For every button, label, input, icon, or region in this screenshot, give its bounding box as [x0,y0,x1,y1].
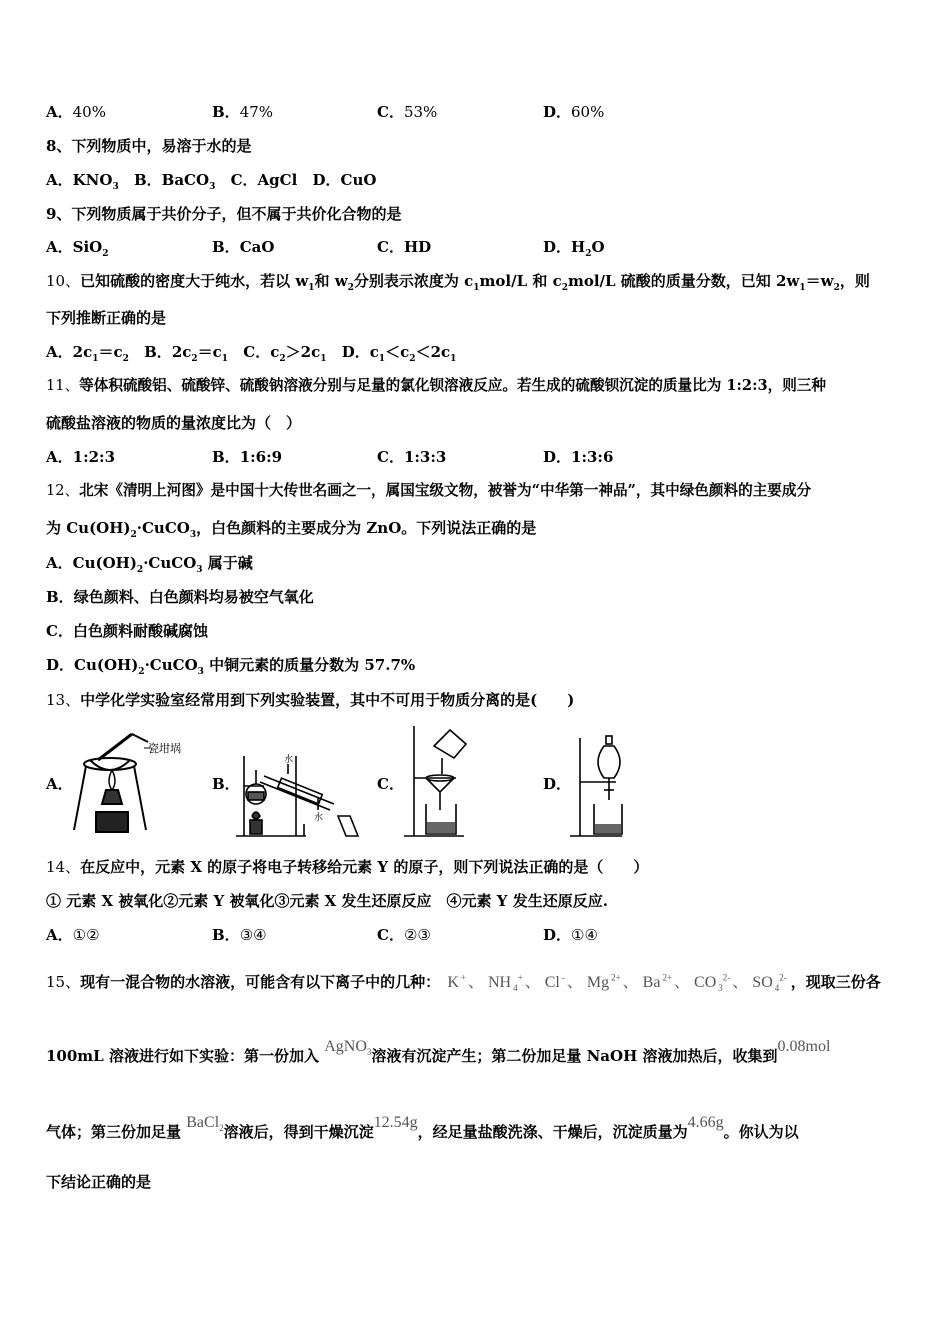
q10-stem-line2: 下列推断正确的是 [46,309,167,327]
apparatus-evaporation-figure [68,730,188,838]
q13-option-d: D． [543,775,572,793]
water-label-out: 水 [314,813,324,823]
q11-stem-line1: 11、等体积硫酸铝、硫酸锌、硫酸钠溶液分别与足量的氯化钡溶液反应。若生成的硫酸钡沉淀的质量比为 1:2:3，则三种 [46,377,826,394]
q8-stem: 8、下列物质中，易溶于水的是 [46,137,252,155]
q11-stem-line2: 硫酸盐溶液的物质的量浓度比为（ ） [46,414,302,432]
q15-stem-line4: 下结论正确的是 [46,1173,152,1191]
apparatus-distillation-figure [234,752,362,840]
q12-stem-line1: 12、北宋《清明上河图》是中国十大传世名画之一，属国宝级文物，被誉为“中华第一神品”，其中绿色颜料的主要成分 [46,482,812,499]
apparatus-filtration-figure [400,722,472,840]
q14-option-a: A．①② [46,926,100,944]
apparatus-separatory-funnel-figure [566,734,630,840]
q13-option-a: A． [46,775,73,793]
q9-stem: 9、下列物质属于共价分子，但不属于共价化合物的是 [46,205,402,223]
q8-options: A．$KNO_3$ B．BaCO$_3$ C．AgCl D．CuO [46,171,377,192]
q15-stem-line1: 15、现有一混合物的水溶液，可能含有以下离子中的几种： K + 、 NH $_4$+ 、 Cl - 、 Mg $^{2+}$ 、 Ba $^{2+}$ 、 CO $_3^{2-}$ 、 SO $_4^{2-}$ ，现取三份各 [46,972,881,994]
q11-option-a: A．1:2:3 [46,448,116,466]
q7-option-d: D．60% [543,103,605,121]
q11-option-c: C．1:3:3 [377,448,447,466]
q13-option-c: C． [377,775,404,793]
q9-option-d: D．$H_2O$ [543,238,605,259]
q15-stem-line2: 100mL 溶液进行如下实验：第一份加入 AgNO$_3$溶液有沉淀产生；第二份加足量 NaOH 溶液加热后，收集到0.08mol [46,1038,831,1065]
q12-option-b: B．绿色颜料、白色颜料均易被空气氧化 [46,588,314,606]
q14-option-c: C．②③ [377,926,431,944]
q12-stem-line2: 为 $Cu(OH)_2\cdot CuCO_3$，白色颜料的主要成分为 ZnO。下列说法正确的是 [46,519,537,540]
q14-option-b: B．③④ [212,926,267,944]
q10-stem-line1: 10、已知硫酸的密度大于纯水，若以 $w_1$和 $w_2$分别表示浓度为 $c_1mol/L$ 和 $c_2mol/L$ 硫酸的质量分数，已知 $2w_1=w_2$，则 [46,272,870,293]
q10-options: A．$2c_1=c_2$ B．$2c_2=c_1$ C．$c_2>2c_1$ D．$c_1<c_2<2c_1$ [46,343,457,364]
q7-option-b: B．47% [212,103,274,121]
q14-option-d: D．①④ [543,926,598,944]
q7-option-a: A．40% [46,103,106,121]
q11-option-b: B．1:6:9 [212,448,283,466]
q13-option-b: B． [212,775,240,793]
q12-option-c: C．白色颜料耐酸碱腐蚀 [46,622,208,640]
q12-option-d: D．$Cu(OH)_2\cdot CuCO_3$ 中铜元素的质量分数为 57.7% [46,656,416,677]
q15-stem-line3: 气体；第三份加足量 BaCl$_2$溶液后，得到干燥沉淀12.54g，经足量盐酸洗涤、干燥后，沉淀质量为4.66g。你认为以 [46,1114,799,1141]
q7-option-c: C．53% [377,103,438,121]
crucible-label: 瓷坩埚 [148,742,181,755]
q12-option-a: A．$Cu(OH)_2\cdot CuCO_3$ 属于碱 [46,554,253,575]
q13-stem: 13、中学化学实验室经常用到下列实验装置，其中不可用于物质分离的是( ) [46,691,575,709]
q14-stem: 14、在反应中，元素 X 的原子将电子转移给元素 Y 的原子，则下列说法正确的是（ ） [46,858,649,876]
ion-list: K + 、 NH $_4$+ 、 Cl - 、 Mg $^{2+}$ 、 Ba $^{2+}$ 、 CO $_3^{2-}$ 、 SO $_4^{2-}$ [447,972,787,994]
q9-option-b: B．CaO [212,238,275,256]
q9-option-a: A．SiO$_2$ [46,238,109,259]
q11-option-d: D．1:3:6 [543,448,614,466]
q9-option-c: C．HD [377,238,432,256]
q14-statements: ① 元素 X 被氧化②元素 Y 被氧化③元素 X 发生还原反应 ④元素 Y 发生还原反应. [46,892,608,910]
water-label-in: 水 [284,755,294,765]
